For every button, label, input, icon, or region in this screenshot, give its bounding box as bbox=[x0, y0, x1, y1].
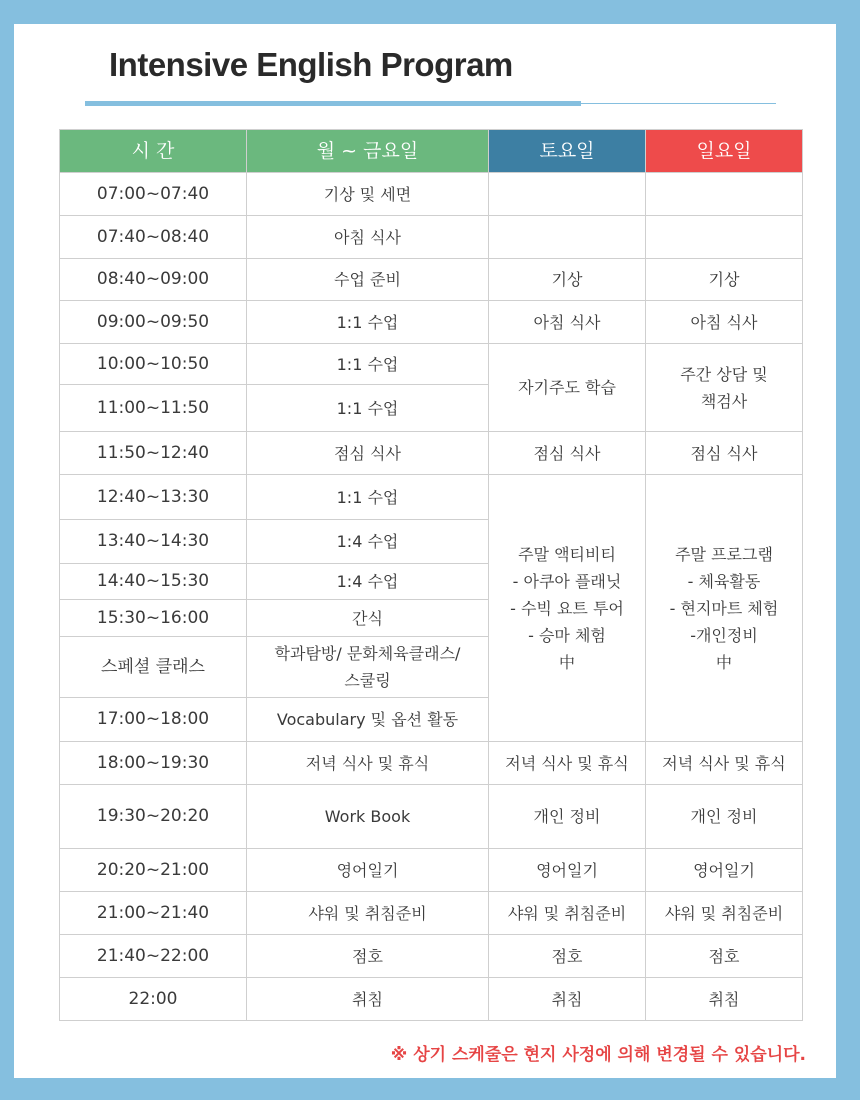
table-row bbox=[60, 432, 803, 475]
table-row bbox=[60, 742, 803, 785]
sunday-cell-line: 주간 상담 및 bbox=[680, 364, 768, 384]
sunday-program-line: - 현지마트 체험 bbox=[669, 598, 779, 618]
time-cell: 21:40~22:00 bbox=[60, 935, 247, 978]
page-title: Intensive English Program bbox=[109, 46, 513, 83]
sunday-cell: 점심 식사 bbox=[646, 432, 803, 475]
header-saturday: 토요일 bbox=[489, 130, 646, 173]
weekday-cell: 1:1 수업 bbox=[247, 475, 489, 520]
saturday-cell bbox=[489, 216, 646, 259]
weekday-cell: Vocabulary 및 옵션 활동 bbox=[247, 698, 489, 742]
weekday-cell: 샤워 및 취침준비 bbox=[247, 892, 489, 935]
header-weekday: 월 ~ 금요일 bbox=[247, 130, 489, 173]
time-cell: 20:20~21:00 bbox=[60, 849, 247, 892]
sunday-cell bbox=[646, 344, 803, 432]
sunday-cell bbox=[646, 173, 803, 216]
schedule-notice: ※ 상기 스케줄은 현지 사정에 의해 변경될 수 있습니다. bbox=[390, 1045, 806, 1065]
sunday-program-line: -개인정비 bbox=[690, 625, 758, 645]
sunday-cell-line: 책검사 bbox=[700, 391, 748, 411]
saturday-activity-line: - 수빅 요트 투어 bbox=[510, 598, 624, 618]
saturday-activity-line: 주말 액티비티 bbox=[518, 544, 616, 564]
time-cell: 12:40~13:30 bbox=[60, 475, 247, 520]
time-cell: 11:50~12:40 bbox=[60, 432, 247, 475]
weekday-cell-line: 학과탐방/ 문화체육클래스/ bbox=[274, 644, 461, 663]
saturday-cell: 점심 식사 bbox=[489, 432, 646, 475]
time-cell: 19:30~20:20 bbox=[60, 785, 247, 849]
weekday-cell: 간식 bbox=[247, 600, 489, 637]
time-cell: 17:00~18:00 bbox=[60, 698, 247, 742]
saturday-cell: 취침 bbox=[489, 978, 646, 1021]
weekday-cell: 1:4 수업 bbox=[247, 520, 489, 564]
header-row bbox=[60, 130, 803, 173]
saturday-activity-line: - 승마 체험 bbox=[528, 625, 606, 645]
saturday-cell: 영어일기 bbox=[489, 849, 646, 892]
saturday-cell: 저녁 식사 및 휴식 bbox=[489, 742, 646, 785]
time-cell: 13:40~14:30 bbox=[60, 520, 247, 564]
saturday-activity-line: 中 bbox=[558, 652, 575, 672]
time-cell: 10:00~10:50 bbox=[60, 344, 247, 385]
table-row bbox=[60, 785, 803, 849]
time-cell: 07:40~08:40 bbox=[60, 216, 247, 259]
sunday-program-cell bbox=[646, 475, 803, 742]
table-row bbox=[60, 978, 803, 1021]
sunday-cell: 점호 bbox=[646, 935, 803, 978]
saturday-cell: 개인 정비 bbox=[489, 785, 646, 849]
table-row bbox=[60, 344, 803, 385]
saturday-cell: 점호 bbox=[489, 935, 646, 978]
header-time: 시 간 bbox=[60, 130, 247, 173]
weekday-cell: 아침 식사 bbox=[247, 216, 489, 259]
saturday-cell: 자기주도 학습 bbox=[489, 344, 646, 432]
weekday-cell: 취침 bbox=[247, 978, 489, 1021]
header-sunday: 일요일 bbox=[646, 130, 803, 173]
table-row bbox=[60, 301, 803, 344]
table-row bbox=[60, 259, 803, 301]
table-row bbox=[60, 892, 803, 935]
weekday-cell: 점심 식사 bbox=[247, 432, 489, 475]
sunday-cell: 개인 정비 bbox=[646, 785, 803, 849]
weekday-cell bbox=[247, 637, 489, 698]
time-cell: 14:40~15:30 bbox=[60, 564, 247, 600]
saturday-cell: 샤워 및 취침준비 bbox=[489, 892, 646, 935]
saturday-activity-cell bbox=[489, 475, 646, 742]
table-row bbox=[60, 216, 803, 259]
table-row bbox=[60, 935, 803, 978]
weekday-cell: 1:4 수업 bbox=[247, 564, 489, 600]
weekday-cell: 저녁 식사 및 휴식 bbox=[247, 742, 489, 785]
time-cell: 스페셜 클래스 bbox=[60, 637, 247, 698]
time-cell: 18:00~19:30 bbox=[60, 742, 247, 785]
schedule-page bbox=[14, 24, 836, 1078]
sunday-program-line: 中 bbox=[715, 652, 732, 672]
saturday-cell: 기상 bbox=[489, 259, 646, 301]
weekday-cell: 영어일기 bbox=[247, 849, 489, 892]
weekday-cell: 1:1 수업 bbox=[247, 385, 489, 432]
sunday-cell: 저녁 식사 및 휴식 bbox=[646, 742, 803, 785]
time-cell: 07:00~07:40 bbox=[60, 173, 247, 216]
weekday-cell-line: 스쿨링 bbox=[344, 671, 391, 690]
sunday-cell: 기상 bbox=[646, 259, 803, 301]
time-cell: 11:00~11:50 bbox=[60, 385, 247, 432]
title-underline-thick bbox=[85, 101, 581, 106]
schedule-table bbox=[59, 129, 803, 1021]
sunday-program-line: - 체육활동 bbox=[687, 571, 761, 591]
title-underline-thin bbox=[581, 103, 776, 104]
weekday-cell: 1:1 수업 bbox=[247, 301, 489, 344]
sunday-program-line: 주말 프로그램 bbox=[675, 544, 773, 564]
time-cell: 09:00~09:50 bbox=[60, 301, 247, 344]
table-row bbox=[60, 173, 803, 216]
time-cell: 08:40~09:00 bbox=[60, 259, 247, 301]
weekday-cell: 1:1 수업 bbox=[247, 344, 489, 385]
weekday-cell: 점호 bbox=[247, 935, 489, 978]
time-cell: 22:00 bbox=[60, 978, 247, 1021]
table-row bbox=[60, 849, 803, 892]
sunday-cell: 취침 bbox=[646, 978, 803, 1021]
time-cell: 15:30~16:00 bbox=[60, 600, 247, 637]
saturday-cell: 아침 식사 bbox=[489, 301, 646, 344]
saturday-activity-line: - 아쿠아 플래닛 bbox=[512, 571, 622, 591]
time-cell: 21:00~21:40 bbox=[60, 892, 247, 935]
sunday-cell: 영어일기 bbox=[646, 849, 803, 892]
sunday-cell: 아침 식사 bbox=[646, 301, 803, 344]
table-row bbox=[60, 475, 803, 520]
sunday-cell bbox=[646, 216, 803, 259]
weekday-cell: 기상 및 세면 bbox=[247, 173, 489, 216]
weekday-cell: Work Book bbox=[247, 785, 489, 849]
weekday-cell: 수업 준비 bbox=[247, 259, 489, 301]
sunday-cell: 샤워 및 취침준비 bbox=[646, 892, 803, 935]
saturday-cell bbox=[489, 173, 646, 216]
